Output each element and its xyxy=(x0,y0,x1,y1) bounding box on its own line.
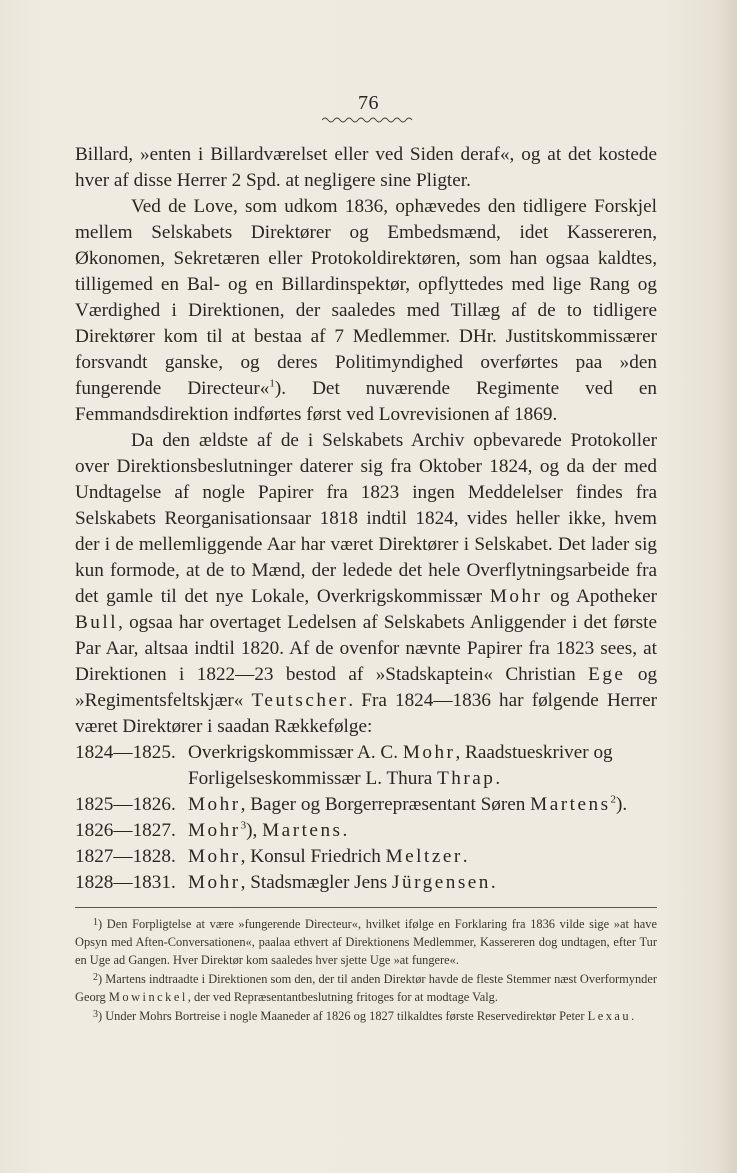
list-item-text xyxy=(188,740,657,792)
footnote-mark: 1 xyxy=(93,917,98,928)
list-item-post: ). xyxy=(616,794,628,815)
list-item-name-2: Jürgensen xyxy=(392,872,491,893)
footnote-ref-3: 3 xyxy=(240,819,247,832)
wavy-ornament-icon xyxy=(322,116,414,124)
paragraph-3-part-d: og »Regimentsfeltskjær« xyxy=(75,664,658,711)
paragraph-2-part-b: ). Det nuværende Regimente ved en Femmandsdirektion indførtes først ved Lovrevisionen af 1869. xyxy=(75,378,657,425)
list-item-text xyxy=(188,870,657,896)
list-item xyxy=(75,740,657,792)
paragraph-3-part-e: . Fra 1824—1836 har følgende Herrer været Direktører i saadan Rækkefølge: xyxy=(75,690,658,737)
paragraph-2-part-a: Ved de Love, som udkom 1836, ophævedes den tidligere Forskjel mellem Selskabets Direktører og Embedsmænd, idet Kassereren, Økonomen, Sekretæren eller Protokoldirektøren, som han ogsaa kaldtes, tilligemed en Bal- og en Billardinspektør, opflyttedes med lige Rang og Værdighed i Direktionen, der saaledes med Tillæg af de to tidligere Direktører kom til at bestaa af 7 Medlemmer. DHr. Justitskommissærer forsvandt ganske, og deres Politimyndighed overførtes paa »den fungerende Directeur« xyxy=(75,196,657,399)
list-item-years: 1826—1827. xyxy=(75,820,176,841)
list-item-mid: , Stadsmægler Jens xyxy=(240,872,388,893)
list-item-name-2: Meltzer xyxy=(385,846,463,867)
name-mowinckel: Mowinckel xyxy=(108,990,188,1004)
footnote-text: ) Under Mohrs Bortreise i nogle Maaneder af 1826 og 1827 tilkaldtes første Reservedirektør Peter xyxy=(98,1009,585,1023)
footnote-3 xyxy=(75,1006,657,1025)
footnote-text-end: , der ved Repræsentantbeslutning fritoges for at modtage Valg. xyxy=(187,990,498,1004)
list-item xyxy=(75,792,657,818)
footnote-1 xyxy=(75,914,657,969)
name-mohr: Mohr xyxy=(489,586,543,607)
paragraph-1: Billard, »enten i Billardværelset eller ved Siden deraf«, og at det kostede hver af disse Herrer 2 Spd. at negligere sine Pligter. xyxy=(75,144,657,191)
list-item-text xyxy=(188,844,657,870)
footnote-mark: 2 xyxy=(93,972,98,983)
footnote-text-end: . xyxy=(631,1009,635,1023)
name-bull: Bull xyxy=(75,612,119,633)
paragraph-3-part-c: , ogsaa har overtaget Ledelsen af Selskabets Anliggender i det første Par Aar, altsaa indtil 1820. Af de ovenfor nævnte Papirer fra 1823 sees, at Direktionen i 1822—23 bestod af »Stadskaptein« Christian xyxy=(75,612,657,685)
list-item xyxy=(75,818,657,844)
list-item-text xyxy=(188,818,657,844)
footnote-ref-2: 2 xyxy=(610,793,617,806)
footnote-ref-1: 1 xyxy=(269,377,275,390)
list-item-post: . xyxy=(462,846,468,867)
main-text xyxy=(75,142,657,896)
list-item-name-2: Martens xyxy=(262,820,343,841)
list-item-pre: Overkrigskommissær A. C. xyxy=(188,742,399,763)
name-lexau: Lexau xyxy=(587,1009,632,1023)
footnote-2 xyxy=(75,969,657,1006)
directors-list xyxy=(75,740,657,896)
list-item-name-1: Mohr xyxy=(402,742,456,763)
list-item xyxy=(75,844,657,870)
list-item-mid: , Raadstueskriver og Forligelseskommissær L. Thura xyxy=(188,742,613,789)
list-item-name-1: Mohr xyxy=(188,794,241,815)
list-item-years: 1824—1825. xyxy=(75,742,176,763)
list-item-name-1: Mohr xyxy=(188,872,241,893)
list-item-post: . xyxy=(495,768,501,789)
list-item-mid: , Konsul Friedrich xyxy=(240,846,381,867)
list-item-name-2: Thrap xyxy=(437,768,496,789)
paragraph-2 xyxy=(75,194,657,428)
paragraph-3 xyxy=(75,428,657,740)
list-item-name-1: Mohr xyxy=(188,846,241,867)
list-item-name-2: Martens xyxy=(530,794,611,815)
footnote-divider xyxy=(75,907,657,908)
list-item-post: . xyxy=(490,872,496,893)
list-item-years: 1828—1831. xyxy=(75,872,176,893)
footnote-mark: 3 xyxy=(93,1009,98,1020)
list-item-years: 1827—1828. xyxy=(75,846,176,867)
list-item-name-1: Mohr xyxy=(188,820,241,841)
list-item-post: . xyxy=(342,820,348,841)
footnote-text: ) Martens indtraadte i Direktionen som den, der til anden Direktør havde de fleste Stemmer næst Overformynder Georg xyxy=(75,972,657,1004)
list-item-mid: ), xyxy=(246,820,263,841)
list-item-mid: , Bager og Borgerrepræsentant Søren xyxy=(240,794,526,815)
list-item-text xyxy=(188,792,657,818)
page-number: 76 xyxy=(358,92,379,114)
name-teutscher: Teutscher xyxy=(251,690,349,711)
paragraph-3-part-a: Da den ældste af de i Selskabets Archiv opbevarede Protokoller over Direktionsbeslutninger daterer sig fra Oktober 1824, og da der med Undtagelse af nogle Papirer fra 1823 ingen Meddelelser findes fra Selskabets Reorganisationsaar 1818 indtil 1824, vides heller ikke, hvem der i de mellemliggende Aar har været Direktører i Selskabet. Det lader sig kun formode, at de to Mænd, der ledede det hele Overflytningsarbeide fra det gamle til det nye Lokale, Overkrigskommissær xyxy=(75,430,657,607)
name-ege: Ege xyxy=(588,664,626,685)
list-item xyxy=(75,870,657,896)
footnotes xyxy=(75,914,657,1025)
paragraph-3-part-b: og Apotheker xyxy=(550,586,658,607)
list-item-years: 1825—1826. xyxy=(75,794,176,815)
footnote-text: ) Den Forpligtelse at være »fungerende Directeur«, hvilket ifølge en Forklaring fra 1836 vilde sige »at have Opsyn med Aften-Conversationen«, paalaa ethvert af Direktionens Medlemmer, Kassereren dog undtagen, efter Tur en Uge ad Gangen. Hver Direktør kom saaledes hver sjette Uge »at fungere«. xyxy=(75,917,657,967)
